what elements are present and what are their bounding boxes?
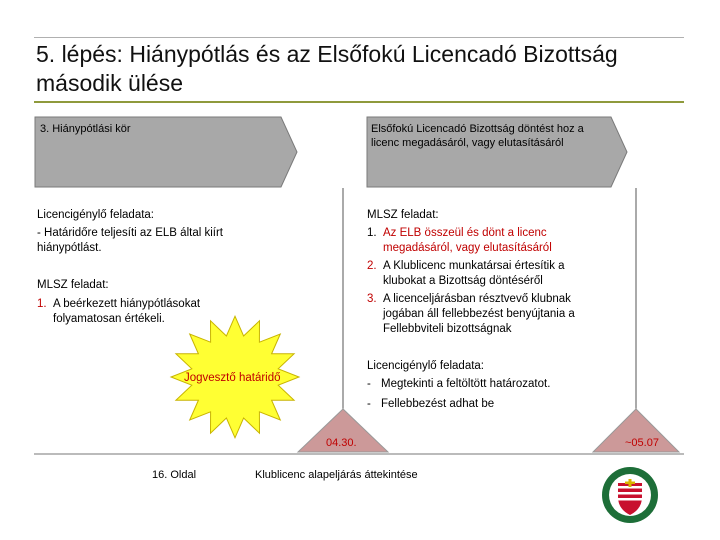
mlsz-logo-icon bbox=[602, 467, 658, 523]
list-number: 1. bbox=[37, 298, 47, 310]
title-underline bbox=[34, 101, 684, 103]
deadline-label: Jogvesztő határidő bbox=[184, 372, 281, 384]
left-heading-applicant: Licencigénylő feladata: bbox=[37, 209, 154, 221]
date-left-label: 04.30. bbox=[326, 437, 357, 449]
date-right-label: ~05.07 bbox=[625, 437, 659, 449]
list-text: Fellebbezést adhat be bbox=[381, 398, 495, 410]
list-number: 1. bbox=[367, 227, 377, 239]
footer-subtitle: Klublicenc alapeljárás áttekintése bbox=[255, 469, 418, 481]
list-bullet: - bbox=[367, 398, 371, 410]
left-applicant-task: - Határidőre teljesíti az ELB által kiírt hiánypótlást. bbox=[37, 227, 223, 254]
list-text: A Klublicenc munkatársai értesítik a klubokat a Bizottság döntéséről bbox=[383, 260, 565, 287]
list-bullet: - bbox=[367, 378, 371, 390]
list-number: 2. bbox=[367, 260, 377, 272]
right-heading-mlsz: MLSZ feladat: bbox=[367, 209, 439, 221]
right-heading-applicant: Licencigénylő feladata: bbox=[367, 360, 484, 372]
right-applicant-item-2 bbox=[367, 397, 607, 413]
right-mlsz-item-2 bbox=[367, 259, 607, 291]
title-top-rule bbox=[34, 37, 684, 38]
list-text: Megtekinti a feltöltött határozatot. bbox=[381, 378, 551, 390]
arrow-left-label: 3. Hiánypótlási kör bbox=[40, 123, 131, 135]
right-mlsz-item-1 bbox=[367, 226, 607, 258]
page-title: 5. lépés: Hiánypótlás és az Elsőfokú Licencadó Bizottság második ülése bbox=[36, 41, 618, 96]
list-text: A licenceljárásban résztvevő klubnak jogában áll fellebbezést benyújtania a Fellebbviteli bizottságnak bbox=[383, 293, 575, 335]
list-text: Az ELB összeül és dönt a licenc megadásáról, vagy elutasításáról bbox=[383, 227, 552, 254]
right-mlsz-item-3 bbox=[367, 292, 607, 340]
list-number: 3. bbox=[367, 293, 377, 305]
right-applicant-item-1 bbox=[367, 377, 607, 393]
left-mlsz-item bbox=[37, 297, 237, 329]
left-heading-mlsz: MLSZ feladat: bbox=[37, 279, 109, 291]
list-text: A beérkezett hiánypótlásokat folyamatosan értékeli. bbox=[53, 298, 201, 325]
footer-page-number: 16. Oldal bbox=[152, 469, 197, 481]
arrow-right-label: Elsőfokú Licencadó Bizottság döntést hoz a licenc megadásáról, vagy elutasításáról bbox=[371, 123, 584, 149]
